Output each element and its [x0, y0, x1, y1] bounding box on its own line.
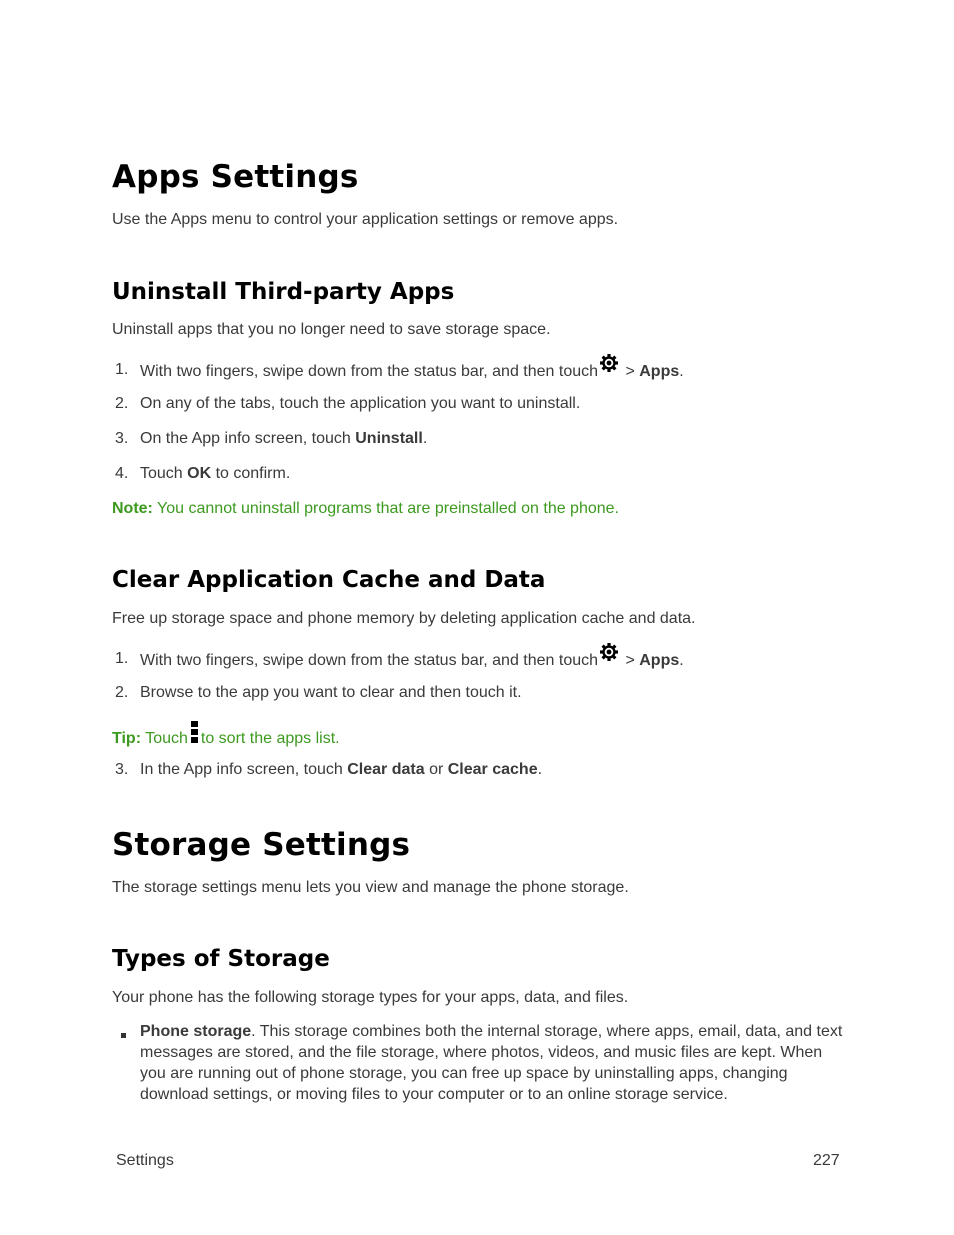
storage-intro: The storage settings menu lets you view and manage the phone storage.: [112, 879, 629, 896]
heading-uninstall-apps: Uninstall Third-party Apps: [112, 279, 455, 305]
uninstall-intro: Uninstall apps that you no longer need to save storage space.: [112, 321, 551, 338]
gear-icon: [599, 642, 619, 662]
heading-types-of-storage: Types of Storage: [112, 946, 330, 972]
clear-data-label: Clear data: [347, 761, 425, 778]
step-text: Touch: [140, 465, 188, 482]
phone-storage-label: Phone storage: [140, 1023, 252, 1040]
more-vertical-icon: [191, 721, 199, 743]
types-intro: Your phone has the following storage types for your apps, data, and files.: [112, 989, 629, 1006]
step-number: 3.: [115, 430, 129, 447]
ok-label: OK: [187, 465, 212, 482]
gear-icon: [599, 353, 619, 373]
step-text: Browse to the app you want to clear and then touch it.: [140, 684, 522, 701]
footer-section: Settings: [116, 1152, 174, 1169]
step-text: On the App info screen, touch: [140, 430, 356, 447]
bullet-marker: [121, 1033, 126, 1038]
step-text: In the App info screen, touch: [140, 761, 348, 778]
step-number: 2.: [115, 395, 129, 412]
step-text: With two fingers, swipe down from the status bar, and then touch: [140, 363, 599, 380]
uninstall-label: Uninstall: [355, 430, 423, 447]
heading-clear-cache: Clear Application Cache and Data: [112, 567, 546, 593]
step-text: On any of the tabs, touch the application you want to uninstall.: [140, 395, 581, 412]
apps-label: Apps: [639, 652, 680, 669]
page-title-apps-settings: Apps Settings: [112, 159, 359, 195]
page-number: 227: [813, 1152, 840, 1169]
step-number: 2.: [115, 684, 129, 701]
tip-text-end: to sort the apps list.: [200, 730, 340, 747]
tip-label: Tip:: [112, 730, 142, 747]
apps-label: Apps: [639, 363, 680, 380]
step-number: 1.: [115, 650, 129, 667]
step-number: 3.: [115, 761, 129, 778]
note-text: You cannot uninstall programs that are preinstalled on the phone.: [152, 500, 619, 517]
apps-intro: Use the Apps menu to control your application settings or remove apps.: [112, 211, 619, 228]
clear-cache-label: Clear cache: [447, 761, 538, 778]
page-title-storage-settings: Storage Settings: [112, 827, 411, 863]
uninstall-note: [112, 498, 619, 519]
phone-storage-text: . This storage combines both the internal storage, where apps, email, data, and text messages are stored, and the file storage, where photos, videos, and music files are kept. When you are running out of phone storage, you can free up space by uninstalling apps, changing download settings, or moving files to your computer or to an online storage service.: [140, 1023, 843, 1103]
step-number: 4.: [115, 465, 129, 482]
step-number: 1.: [115, 361, 129, 378]
phone-storage-item: [140, 1021, 850, 1105]
step-text: With two fingers, swipe down from the status bar, and then touch: [140, 652, 599, 669]
cache-intro: Free up storage space and phone memory by deleting application cache and data.: [112, 610, 696, 627]
tip-text: Touch: [141, 730, 188, 747]
sort-tip: [112, 725, 340, 749]
note-label: Note:: [112, 500, 153, 517]
